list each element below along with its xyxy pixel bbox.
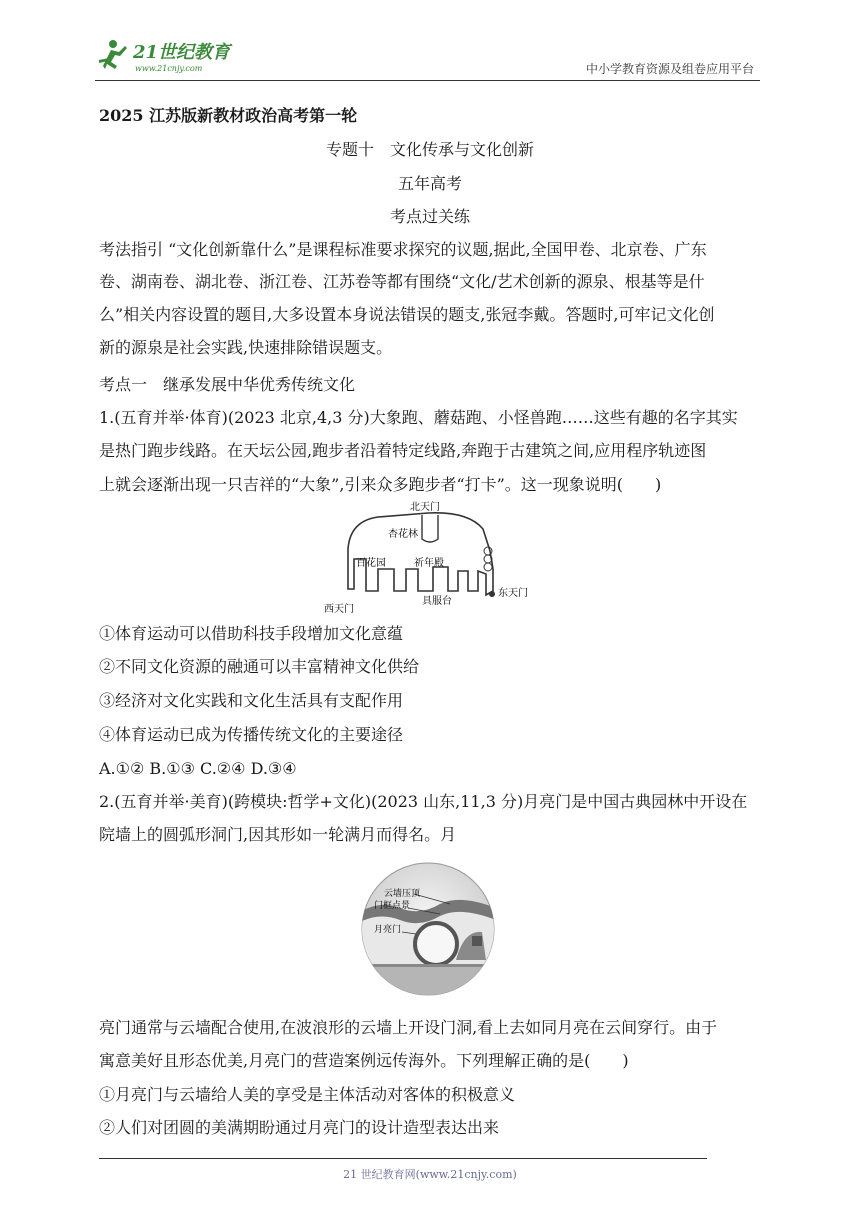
option-line: ①体育运动可以借助科技手段增加文化意蕴: [99, 624, 404, 643]
guide-line: 新的源泉是社会实践,快速排除错误题支。: [99, 338, 393, 357]
topic-title: 专题十 文化传承与文化创新: [325, 140, 534, 159]
moon-gate-photo: [360, 860, 496, 998]
map-label-hall: 祈年殿: [414, 558, 444, 569]
question-line: 亮门通常与云墙配合使用,在波浪形的云墙上开设门洞,看上去如同月亮在云间穿行。由于: [99, 1018, 718, 1037]
subsection-title: 考点过关练: [389, 207, 470, 226]
map-label-east: 东天门: [498, 588, 528, 599]
question-line: 院墙上的圆弧形洞门,因其形如一轮满月而得名。月: [99, 825, 457, 844]
elephant-route-map: [318, 499, 544, 617]
question-line: 上就会逐渐出现一只吉祥的“大象”,引来众多跑步者“打卡”。这一现象说明( ): [99, 475, 662, 494]
guide-line: 么”相关内容设置的题目,大多设置本身说法错误的题支,张冠李戴。答题时,可牢记文化创: [99, 305, 715, 324]
page-footer: 21 世纪教育网(www.21cnjy.com): [343, 1168, 517, 1181]
option-line: ②人们对团圆的美满期盼通过月亮门的设计造型表达出来: [99, 1118, 500, 1137]
option-line: ②不同文化资源的融通可以丰富精神文化供给: [99, 657, 420, 676]
photo-label-door-view: 门框点景: [374, 901, 411, 911]
footer-divider: [99, 1158, 707, 1159]
photo-label-cloud-wall: 云墙压顶: [384, 889, 421, 899]
page-header: [95, 30, 760, 81]
option-line: ④体育运动已成为传播传统文化的主要途径: [99, 725, 404, 744]
point-heading: 考点一 继承发展中华优秀传统文化: [99, 375, 356, 394]
section-title: 五年高考: [397, 174, 462, 193]
map-label-apricot: 杏花林: [388, 529, 418, 540]
map-label-west: 西天门: [324, 604, 354, 615]
question-line: 寓意美好且形态优美,月亮门的营造案例远传海外。下列理解正确的是( ): [99, 1051, 629, 1070]
question-line: 2.(五育并举·美育)(跨模块:哲学+文化)(2023 山东,11,3 分)月亮门是中国古典园林中开设在: [99, 792, 748, 811]
photo-label-moon-gate: 月亮门: [374, 925, 402, 935]
site-logo: [95, 36, 265, 76]
series-title: 2025 江苏版新教材政治高考第一轮: [99, 106, 358, 125]
map-label-flowers: 百花园: [356, 558, 386, 569]
map-label-north: 北天门: [410, 502, 440, 513]
question-line: 1.(五育并举·体育)(2023 北京,4,3 分)大象跑、蘑菇跑、小怪兽跑……这些有趣的名字其实: [99, 408, 738, 427]
logo-text: 21世纪教育: [133, 42, 231, 63]
question-line: 是热门跑步线路。在天坛公园,跑步者沿着特定线路,奔跑于古建筑之间,应用程序轨迹图: [99, 441, 707, 460]
answer-choices: A.①② B.①③ C.②④ D.③④: [99, 759, 297, 778]
guide-line: 卷、湖南卷、湖北卷、浙江卷、江苏卷等都有围绕“文化/艺术创新的源泉、根基等是什: [99, 272, 705, 291]
option-line: ①月亮门与云墙给人美的享受是主体活动对客体的积极意义: [99, 1085, 516, 1104]
option-line: ③经济对文化实践和文化生活具有支配作用: [99, 691, 404, 710]
platform-name: 中小学教育资源及组卷应用平台: [585, 62, 754, 76]
guide-line: 考法指引 “文化创新靠什么”是课程标准要求探究的议题,据此,全国甲卷、北京卷、广东: [99, 240, 707, 259]
logo-url: www.21cnjy.com: [135, 64, 203, 73]
map-label-kitchen: 具服台: [422, 596, 452, 607]
